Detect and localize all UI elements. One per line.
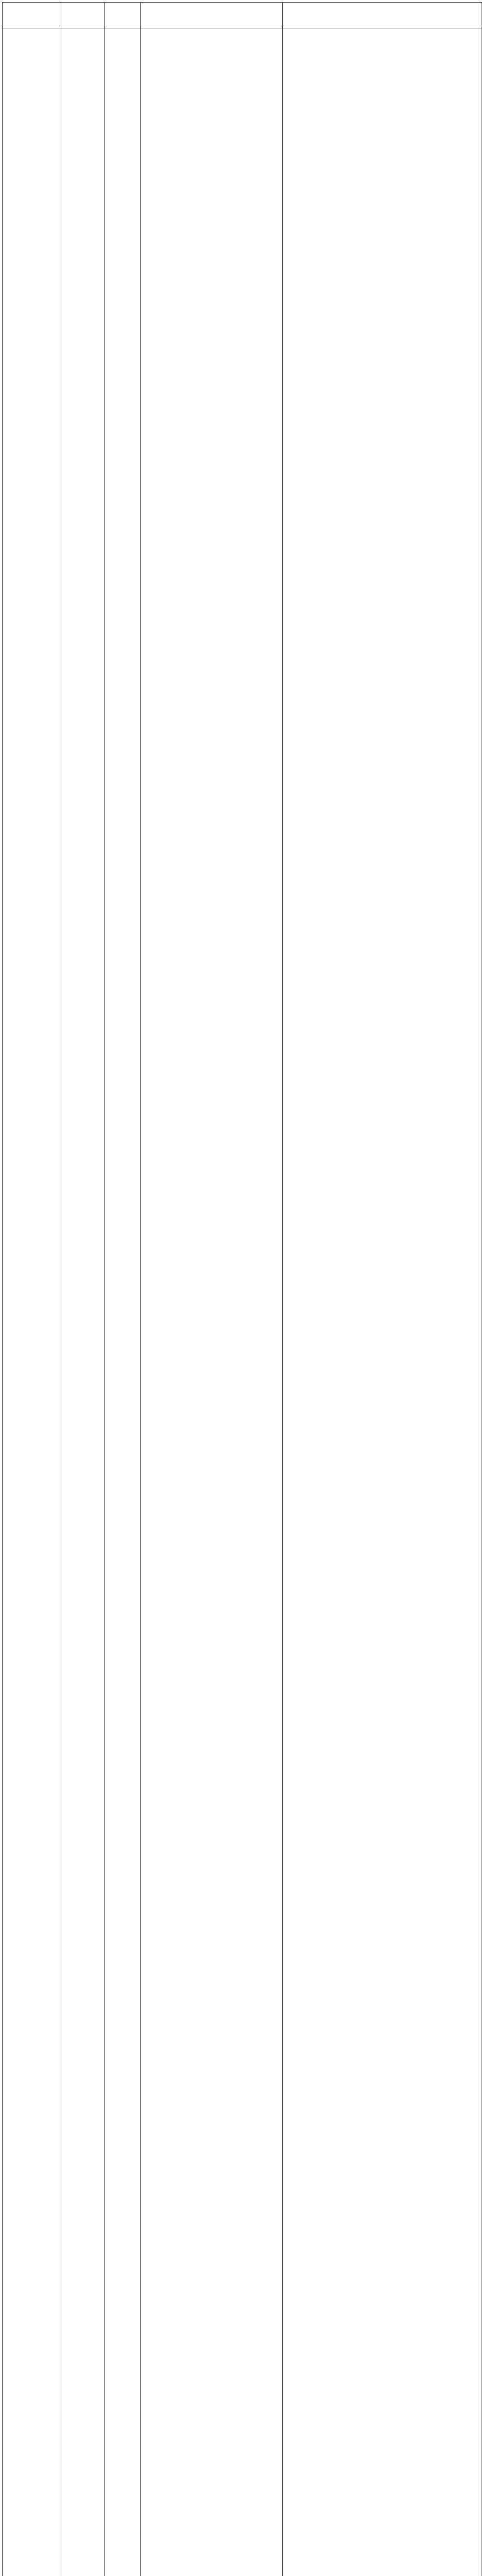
issue-table (2, 2, 482, 2576)
table-body (2, 2, 482, 2576)
